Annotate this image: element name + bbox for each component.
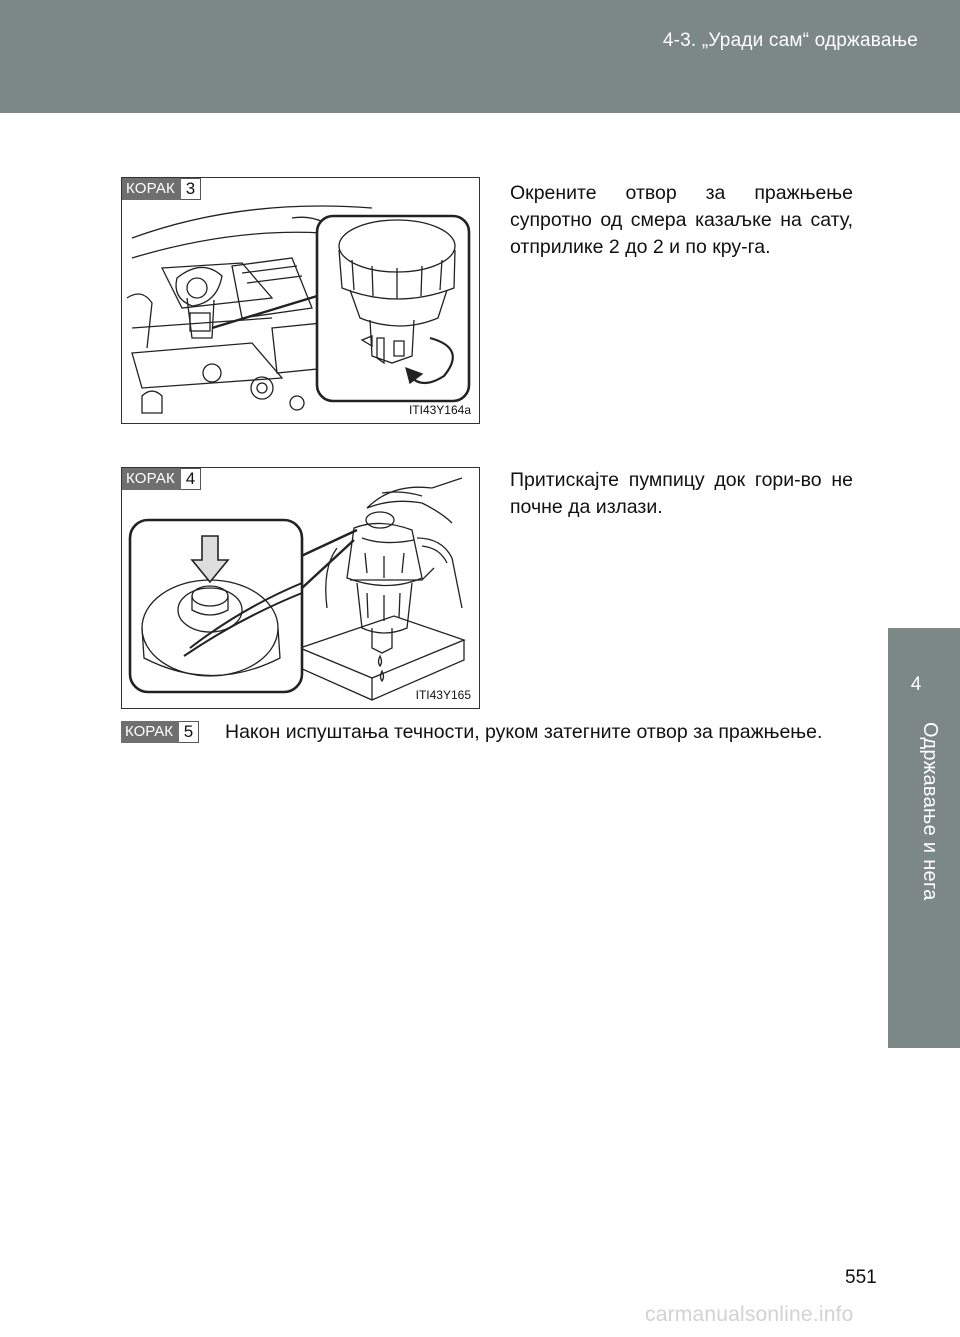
- step-4-badge-number: 4: [181, 468, 201, 490]
- header-band: [0, 0, 960, 113]
- step-3-illustration: [121, 177, 480, 424]
- step-3-text: Окрените отвор за пражњење супротно од смера казаљке на сату, отприлике 2 до 2 и по кру-га.: [510, 182, 853, 258]
- step-4-image-code: ITI43Y165: [415, 688, 471, 702]
- step-3-image-code: ITI43Y164a: [408, 403, 471, 417]
- step-3-badge-word: КОРАК: [122, 178, 181, 200]
- step-5-badge-number: 5: [179, 721, 199, 743]
- step-3-badge-number: 3: [181, 178, 201, 200]
- step-4-illustration: [121, 467, 480, 709]
- step-5-badge: [121, 721, 199, 743]
- step-5-badge-word: КОРАК: [121, 721, 179, 743]
- step-5-text: Након испуштања течности, руком затегните отвор за пражњење.: [225, 721, 823, 743]
- step-4-badge: [122, 468, 201, 490]
- step-4-text: Притискајте пумпицу док гори-во не почне да излази.: [510, 469, 853, 518]
- section-title: 4-3. „Уради сам“ одржавање: [662, 30, 918, 51]
- page-number: 551: [845, 1267, 877, 1288]
- footer-watermark: carmanualsonline.info: [645, 1303, 854, 1326]
- chapter-title: Одржавање и нега: [919, 722, 941, 901]
- chapter-side-tab: [888, 628, 960, 1048]
- fuel-pump-illustration: [122, 468, 480, 709]
- step-3-badge: [122, 178, 201, 200]
- engine-drain-plug-illustration: [122, 178, 480, 424]
- chapter-number: 4: [910, 674, 922, 695]
- step-4-badge-word: КОРАК: [122, 468, 181, 490]
